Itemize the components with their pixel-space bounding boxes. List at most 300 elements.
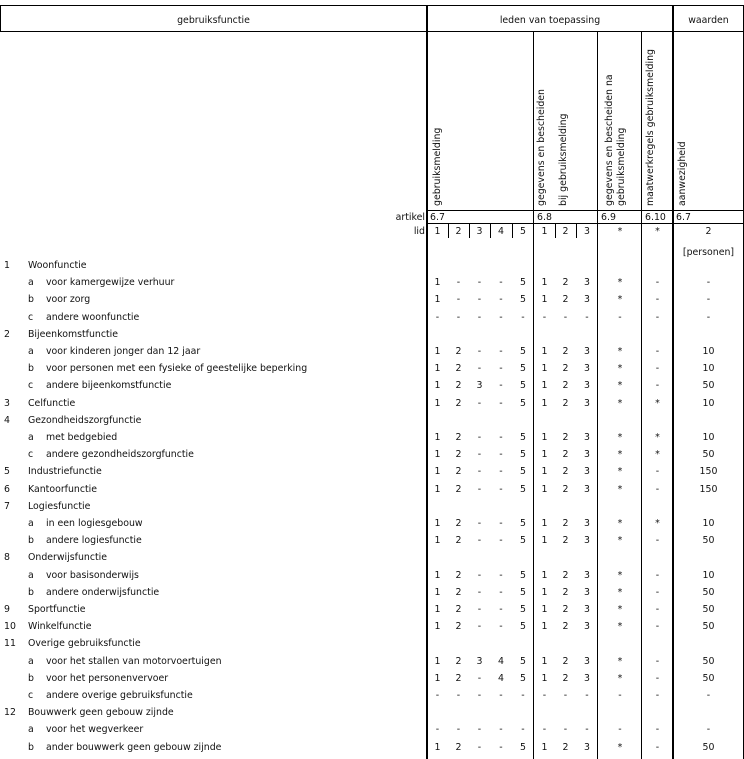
row-cell: 1 (434, 449, 441, 461)
row-cell: 2 (455, 672, 462, 684)
row-cell: 1 (541, 363, 548, 375)
row-cell: 3 (584, 518, 590, 529)
row-cell: 2 (562, 380, 569, 392)
vheader-maatwerkregels: maatwerkregels gebruiksmelding (645, 49, 656, 206)
row-cell: * (617, 741, 623, 753)
header-waarden: waarden (688, 15, 729, 26)
row-label: voor basisonderwijs (46, 569, 139, 581)
artikel-6-9: 6.9 (601, 212, 616, 223)
row-cell: * (617, 277, 623, 289)
row-cell: - (655, 604, 660, 615)
row-cell: - (706, 294, 711, 306)
row-cell: 50 (702, 741, 715, 753)
row-cell: - (499, 449, 503, 461)
row-cell: - (655, 346, 660, 357)
row-cell: 50 (702, 586, 715, 598)
row-cell: 50 (702, 621, 715, 633)
row-sub-letter: a (28, 724, 34, 736)
row-cell: - (499, 432, 503, 443)
row-cell: 5 (520, 397, 526, 409)
row-cell: - (655, 741, 660, 753)
row-cell: - (477, 724, 482, 736)
row-sub-letter: a (28, 569, 34, 581)
row-number: 7 (4, 500, 10, 512)
row-cell: 10 (702, 432, 715, 443)
row-cell: - (477, 483, 482, 495)
row-cell: 5 (520, 655, 526, 667)
row-cell: - (499, 535, 503, 547)
row-cell: - (655, 724, 660, 736)
row-cell: 5 (520, 483, 526, 495)
row-cell: 3 (584, 535, 590, 547)
row-cell: 5 (520, 741, 526, 753)
row-cell: 5 (520, 294, 526, 306)
unit-personen: [personen] (682, 247, 735, 258)
row-cell: 2 (562, 277, 569, 289)
row-cell: - (655, 621, 660, 633)
row-cell: 1 (434, 380, 441, 392)
row-cell: 2 (455, 741, 462, 753)
row-cell: 1 (434, 518, 441, 529)
row-cell: - (499, 604, 503, 615)
artikel-label: artikel (395, 212, 425, 223)
row-label: andere overige gebruiksfunctie (46, 690, 193, 701)
row-label: voor het personenvervoer (46, 672, 169, 684)
row-cell: 2 (562, 432, 569, 443)
lid-g5: 2 (705, 226, 712, 237)
row-cell: - (499, 518, 503, 529)
row-label: Winkelfunctie (28, 621, 92, 633)
row-cell: - (499, 690, 503, 701)
row-cell: 3 (584, 621, 590, 633)
row-cell: 4 (498, 672, 504, 684)
row-cell: * (617, 363, 623, 375)
row-cell: - (477, 449, 482, 461)
row-cell: * (617, 432, 623, 443)
row-cell: - (477, 397, 482, 409)
artikel-6-10: 6.10 (645, 212, 666, 223)
row-cell: * (655, 432, 660, 443)
row-cell: 2 (455, 363, 462, 375)
row-cell: - (477, 518, 482, 529)
row-number: 10 (4, 621, 16, 633)
vheader-gegevens-na: gegevens en bescheiden na (604, 74, 615, 206)
vheader-na-gebruiksmelding: gebruiksmelding (616, 127, 627, 206)
row-label: voor personen met een fysieke of geestelijke beperking (46, 363, 308, 375)
row-cell: * (617, 466, 623, 478)
row-label: voor zorg (46, 294, 91, 306)
row-label: andere onderwijsfunctie (46, 586, 160, 598)
row-cell: - (655, 655, 660, 667)
row-cell: - (477, 346, 482, 357)
row-cell: 2 (562, 672, 569, 684)
row-cell: 1 (434, 432, 441, 443)
row-cell: 3 (584, 483, 590, 495)
row-cell: 5 (520, 466, 526, 478)
row-cell: - (542, 724, 547, 736)
row-cell: 2 (562, 741, 569, 753)
artikel-6-8: 6.8 (537, 212, 552, 223)
row-cell: 2 (562, 604, 569, 615)
row-cell: * (617, 397, 623, 409)
row-cell: - (521, 311, 525, 323)
header-leden-van-toepassing: leden van toepassing (499, 15, 601, 26)
row-cell: 1 (541, 569, 548, 581)
row-label: voor kinderen jonger dan 12 jaar (46, 346, 201, 357)
row-cell: 10 (702, 569, 715, 581)
row-cell: - (456, 724, 461, 736)
row-cell: 1 (541, 397, 548, 409)
row-cell: 2 (455, 604, 462, 615)
row-label: Bijeenkomstfunctie (28, 328, 119, 340)
row-cell: - (655, 294, 660, 306)
row-cell: - (477, 621, 482, 633)
row-cell: 2 (562, 518, 569, 529)
row-cell: 5 (520, 518, 526, 529)
row-cell: 3 (584, 449, 590, 461)
row-cell: 1 (434, 604, 441, 615)
row-cell: - (477, 363, 482, 375)
row-cell: - (655, 311, 660, 323)
row-cell: 2 (455, 518, 462, 529)
row-cell: 1 (541, 741, 548, 753)
row-label: in een logiesgebouw (46, 518, 143, 529)
row-cell: - (655, 535, 660, 547)
row-number: 4 (4, 414, 10, 426)
row-label: andere bijeenkomstfunctie (46, 380, 172, 392)
row-cell: - (706, 690, 711, 701)
row-label: Industriefunctie (28, 466, 102, 478)
row-cell: 1 (434, 277, 441, 289)
row-cell: 1 (434, 483, 441, 495)
row-cell: 1 (434, 294, 441, 306)
row-cell: - (655, 586, 660, 598)
row-cell: 3 (584, 397, 590, 409)
row-cell: 2 (455, 346, 462, 357)
row-cell: 5 (520, 363, 526, 375)
row-cell: - (585, 690, 589, 701)
row-cell: - (499, 586, 503, 598)
row-cell: 1 (434, 672, 441, 684)
row-cell: 1 (434, 466, 441, 478)
row-sub-letter: a (28, 518, 34, 529)
row-cell: * (617, 449, 623, 461)
row-cell: 1 (434, 397, 441, 409)
vheader-aanwezigheid: aanwezigheid (677, 141, 688, 206)
row-cell: - (477, 277, 482, 289)
row-cell: * (617, 569, 623, 581)
row-cell: - (435, 311, 440, 323)
row-sub-letter: a (28, 432, 34, 443)
row-cell: - (477, 672, 482, 684)
row-cell: 1 (434, 569, 441, 581)
row-cell: 1 (541, 672, 548, 684)
row-cell: 10 (702, 346, 715, 357)
row-cell: 2 (455, 483, 462, 495)
row-cell: * (655, 397, 660, 409)
row-cell: 1 (434, 363, 441, 375)
row-cell: 50 (702, 380, 715, 392)
row-cell: - (563, 724, 568, 736)
row-cell: - (456, 294, 461, 306)
vheader-gebruiksmelding: gebruiksmelding (432, 127, 443, 206)
row-cell: 1 (541, 380, 548, 392)
row-cell: - (655, 363, 660, 375)
vheader-bij-gebruiksmelding: bij gebruiksmelding (558, 113, 569, 206)
row-cell: 2 (455, 586, 462, 598)
row-cell: 2 (455, 535, 462, 547)
row-label: Celfunctie (28, 397, 76, 409)
row-label: voor het wegverkeer (46, 724, 144, 736)
row-label: voor kamergewijze verhuur (46, 277, 175, 289)
row-cell: 50 (702, 449, 715, 461)
row-cell: 1 (541, 518, 548, 529)
row-cell: 3 (584, 604, 590, 615)
row-cell: - (499, 363, 503, 375)
row-cell: 50 (702, 655, 715, 667)
row-number: 12 (4, 707, 16, 719)
row-label: ander bouwwerk geen gebouw zijnde (46, 741, 222, 753)
row-cell: - (477, 741, 482, 753)
row-cell: - (477, 586, 482, 598)
row-cell: - (499, 724, 503, 736)
row-cell: * (655, 449, 660, 461)
row-cell: - (521, 690, 525, 701)
row-label: Bouwwerk geen gebouw zijnde (28, 707, 174, 719)
row-cell: - (542, 311, 547, 323)
row-cell: 3 (584, 380, 590, 392)
row-cell: - (456, 690, 461, 701)
row-sub-letter: b (28, 363, 34, 375)
row-cell: - (499, 346, 503, 357)
row-cell: * (617, 346, 623, 357)
artikel-6-7-waarden: 6.7 (676, 212, 691, 223)
row-cell: 10 (702, 397, 715, 409)
row-cell: 3 (584, 672, 590, 684)
row-label: andere woonfunctie (46, 311, 140, 323)
row-sub-letter: b (28, 294, 34, 306)
row-cell: 2 (562, 363, 569, 375)
artikel-6-7: 6.7 (430, 212, 445, 223)
row-cell: - (435, 724, 440, 736)
row-label: voor het stallen van motorvoertuigen (46, 655, 222, 667)
lid-g3: * (617, 226, 623, 237)
row-cell: 2 (562, 397, 569, 409)
row-sub-letter: a (28, 277, 34, 289)
row-cell: 50 (702, 535, 715, 547)
row-cell: 3 (584, 294, 590, 306)
row-cell: 10 (702, 363, 715, 375)
row-cell: - (499, 311, 503, 323)
row-cell: 2 (455, 621, 462, 633)
row-cell: - (618, 690, 622, 701)
lid-g1-2: 2 (455, 226, 462, 237)
row-cell: - (542, 690, 547, 701)
row-cell: - (655, 569, 660, 581)
row-cell: - (706, 277, 711, 289)
row-cell: - (477, 294, 482, 306)
row-cell: 5 (520, 449, 526, 461)
lid-g1-3: 3 (476, 226, 483, 237)
row-cell: 1 (434, 655, 441, 667)
row-cell: 1 (541, 466, 548, 478)
row-cell: 150 (699, 466, 718, 478)
row-cell: * (617, 380, 623, 392)
row-sub-letter: b (28, 741, 34, 753)
row-number: 1 (4, 260, 10, 271)
row-cell: 1 (541, 621, 548, 633)
row-cell: 5 (520, 380, 526, 392)
lid-g1-1: 1 (434, 226, 441, 237)
row-number: 3 (4, 397, 10, 409)
row-cell: 1 (434, 346, 441, 357)
row-cell: 5 (520, 586, 526, 598)
row-cell: - (477, 569, 482, 581)
row-cell: 1 (541, 586, 548, 598)
row-number: 8 (4, 552, 10, 564)
row-cell: - (655, 466, 660, 478)
row-cell: - (521, 724, 525, 736)
row-cell: 2 (562, 294, 569, 306)
row-cell: 5 (520, 346, 526, 357)
row-number: 6 (4, 483, 10, 495)
lid-g4: * (655, 226, 660, 237)
row-cell: - (585, 311, 589, 323)
row-cell: 2 (562, 449, 569, 461)
row-cell: - (477, 311, 482, 323)
row-number: 11 (4, 638, 16, 650)
row-number: 5 (4, 466, 10, 478)
row-cell: 5 (520, 672, 526, 684)
row-cell: - (706, 311, 711, 323)
row-sub-letter: a (28, 655, 34, 667)
row-cell: - (499, 741, 503, 753)
row-cell: 50 (702, 604, 715, 615)
row-cell: 5 (520, 604, 526, 615)
row-cell: 3 (584, 655, 590, 667)
row-cell: 150 (699, 483, 718, 495)
row-cell: 3 (476, 655, 483, 667)
row-number: 2 (4, 328, 10, 340)
row-cell: - (477, 535, 482, 547)
row-cell: - (655, 690, 660, 701)
lid-label: lid (413, 226, 425, 237)
lid-g1-4: 4 (498, 226, 504, 237)
row-cell: * (617, 586, 623, 598)
row-cell: 10 (702, 518, 715, 529)
row-cell: 2 (455, 569, 462, 581)
row-cell: 3 (584, 569, 590, 581)
row-cell: * (617, 621, 623, 633)
row-cell: 1 (541, 432, 548, 443)
lid-g2-2: 2 (562, 226, 569, 237)
row-label: met bedgebied (46, 432, 118, 443)
row-cell: 1 (541, 483, 548, 495)
row-label: Gezondheidszorgfunctie (28, 414, 142, 426)
row-label: Kantoorfunctie (28, 483, 98, 495)
row-cell: 5 (520, 432, 526, 443)
row-cell: 2 (562, 346, 569, 357)
row-cell: - (655, 380, 660, 392)
lid-g2-3: 3 (584, 226, 590, 237)
row-cell: 1 (541, 277, 548, 289)
row-cell: - (706, 724, 711, 736)
row-cell: 2 (562, 535, 569, 547)
row-cell: 3 (584, 346, 590, 357)
row-cell: 1 (434, 535, 441, 547)
row-cell: 50 (702, 672, 715, 684)
row-cell: - (618, 724, 622, 736)
row-cell: * (617, 604, 623, 615)
row-label: andere logiesfunctie (46, 535, 142, 547)
row-label: andere gezondheidszorgfunctie (46, 449, 194, 461)
row-label: Woonfunctie (28, 260, 87, 271)
row-cell: - (618, 311, 622, 323)
row-label: Overige gebruiksfunctie (28, 638, 141, 650)
row-sub-letter: c (28, 449, 34, 461)
row-cell: 2 (562, 569, 569, 581)
row-cell: 1 (541, 655, 548, 667)
row-cell: - (499, 277, 503, 289)
row-label: Logiesfunctie (28, 500, 91, 512)
row-cell: 3 (584, 363, 590, 375)
row-cell: 3 (584, 277, 590, 289)
row-cell: 2 (455, 397, 462, 409)
row-sub-letter: c (28, 380, 34, 392)
row-cell: - (563, 690, 568, 701)
row-cell: 2 (562, 483, 569, 495)
row-cell: - (499, 397, 503, 409)
row-cell: * (617, 483, 623, 495)
row-cell: * (617, 672, 623, 684)
row-sub-letter: c (28, 311, 34, 323)
row-cell: - (563, 311, 568, 323)
row-cell: 2 (562, 621, 569, 633)
row-sub-letter: b (28, 672, 34, 684)
row-cell: - (585, 724, 589, 736)
row-sub-letter: b (28, 586, 34, 598)
row-cell: 4 (498, 655, 504, 667)
row-cell: - (477, 466, 482, 478)
lid-g1-5: 5 (520, 226, 526, 237)
row-cell: - (499, 483, 503, 495)
row-cell: * (617, 294, 623, 306)
row-cell: 1 (541, 294, 548, 306)
row-cell: - (456, 311, 461, 323)
row-cell: - (499, 294, 503, 306)
row-cell: 2 (455, 449, 462, 461)
row-cell: 1 (541, 346, 548, 357)
row-cell: 5 (520, 535, 526, 547)
lid-g2-1: 1 (541, 226, 548, 237)
row-cell: 2 (455, 380, 462, 392)
row-cell: * (655, 518, 660, 529)
row-sub-letter: b (28, 535, 34, 547)
row-sub-letter: a (28, 346, 34, 357)
row-cell: 3 (584, 741, 590, 753)
row-cell: 2 (562, 586, 569, 598)
vheader-gegevens-bescheiden: gegevens en bescheiden (536, 89, 547, 206)
row-cell: - (499, 380, 503, 392)
row-cell: 2 (562, 466, 569, 478)
row-cell: - (655, 672, 660, 684)
row-cell: 1 (541, 449, 548, 461)
row-cell: - (477, 690, 482, 701)
row-number: 9 (4, 604, 10, 615)
row-cell: 1 (541, 535, 548, 547)
row-cell: 3 (584, 466, 590, 478)
row-cell: 1 (434, 741, 441, 753)
